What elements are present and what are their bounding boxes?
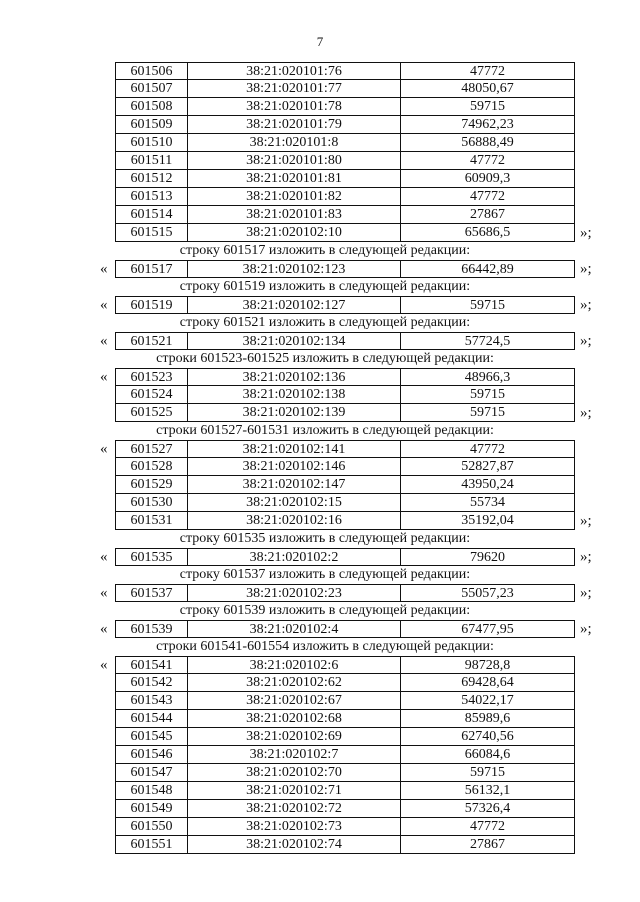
cadastral-number-cell: 38:21:020101:79 — [187, 116, 400, 134]
value-cell: 59715 — [400, 98, 575, 116]
row-number-cell: 601517 — [115, 260, 187, 278]
value-cell: 57326,4 — [400, 800, 575, 818]
value-cell: 43950,24 — [400, 476, 575, 494]
cadastral-number-cell: 38:21:020102:6 — [187, 656, 400, 674]
opening-quote: « — [100, 549, 108, 565]
value-cell: 47772 — [400, 818, 575, 836]
opening-quote: « — [100, 369, 108, 385]
table-row — [0, 512, 640, 530]
row-cells — [115, 80, 575, 98]
table-row — [0, 62, 640, 80]
cadastral-number-cell: 38:21:020102:139 — [187, 404, 400, 422]
table-row — [0, 656, 640, 674]
closing-quote: »; — [580, 333, 592, 349]
value-cell: 67477,95 — [400, 620, 575, 638]
row-cells — [115, 296, 575, 314]
table-row — [0, 674, 640, 692]
table-row — [0, 188, 640, 206]
row-cells — [115, 584, 575, 602]
row-cells — [115, 512, 575, 530]
row-number-cell: 601512 — [115, 170, 187, 188]
value-cell: 66442,89 — [400, 260, 575, 278]
row-cells — [115, 764, 575, 782]
table-row — [0, 728, 640, 746]
row-cells — [115, 440, 575, 458]
value-cell: 57724,5 — [400, 332, 575, 350]
value-cell: 56888,49 — [400, 134, 575, 152]
opening-quote: « — [100, 441, 108, 457]
table-row — [0, 260, 640, 278]
row-number-cell: 601523 — [115, 368, 187, 386]
cadastral-number-cell: 38:21:020102:2 — [187, 548, 400, 566]
closing-quote: »; — [580, 549, 592, 565]
value-cell: 47772 — [400, 62, 575, 80]
value-cell: 59715 — [400, 404, 575, 422]
value-cell: 59715 — [400, 296, 575, 314]
amendment-instruction: строку 601535 изложить в следующей редакции: — [179, 531, 471, 546]
amendment-instruction: строки 601527-601531 изложить в следующей редакции: — [156, 423, 494, 438]
table-row — [0, 98, 640, 116]
document-body — [0, 62, 640, 854]
value-cell: 59715 — [400, 764, 575, 782]
row-cells — [115, 728, 575, 746]
row-number-cell: 601549 — [115, 800, 187, 818]
value-cell: 48966,3 — [400, 368, 575, 386]
row-cells — [115, 134, 575, 152]
table-row — [0, 296, 640, 314]
value-cell: 27867 — [400, 206, 575, 224]
value-cell: 27867 — [400, 836, 575, 854]
value-cell: 98728,8 — [400, 656, 575, 674]
table-row — [0, 800, 640, 818]
amendment-instruction: строку 601537 изложить в следующей редакции: — [179, 567, 471, 582]
value-cell: 85989,6 — [400, 710, 575, 728]
cadastral-number-cell: 38:21:020102:10 — [187, 224, 400, 242]
value-cell: 54022,17 — [400, 692, 575, 710]
row-cells — [115, 260, 575, 278]
row-number-cell: 601525 — [115, 404, 187, 422]
amendment-instruction: строку 601521 изложить в следующей редакции: — [179, 315, 471, 330]
row-cells — [115, 458, 575, 476]
row-number-cell: 601521 — [115, 332, 187, 350]
row-cells — [115, 98, 575, 116]
row-cells — [115, 746, 575, 764]
table-row — [0, 836, 640, 854]
row-number-cell: 601548 — [115, 782, 187, 800]
cadastral-number-cell: 38:21:020102:127 — [187, 296, 400, 314]
table-row — [0, 116, 640, 134]
table-row — [0, 170, 640, 188]
opening-quote: « — [100, 621, 108, 637]
cadastral-number-cell: 38:21:020102:141 — [187, 440, 400, 458]
table-row — [0, 134, 640, 152]
cadastral-number-cell: 38:21:020102:16 — [187, 512, 400, 530]
table-row — [0, 206, 640, 224]
table-row — [0, 476, 640, 494]
row-number-cell: 601514 — [115, 206, 187, 224]
row-cells — [115, 710, 575, 728]
cadastral-number-cell: 38:21:020101:83 — [187, 206, 400, 224]
value-cell: 47772 — [400, 440, 575, 458]
value-cell: 60909,3 — [400, 170, 575, 188]
row-cells — [115, 188, 575, 206]
row-number-cell: 601547 — [115, 764, 187, 782]
cadastral-number-cell: 38:21:020102:146 — [187, 458, 400, 476]
row-cells — [115, 224, 575, 242]
value-cell: 69428,64 — [400, 674, 575, 692]
value-cell: 59715 — [400, 386, 575, 404]
cadastral-number-cell: 38:21:020102:147 — [187, 476, 400, 494]
row-number-cell: 601527 — [115, 440, 187, 458]
cadastral-number-cell: 38:21:020102:69 — [187, 728, 400, 746]
row-number-cell: 601546 — [115, 746, 187, 764]
row-cells — [115, 656, 575, 674]
cadastral-number-cell: 38:21:020102:123 — [187, 260, 400, 278]
table-row — [0, 710, 640, 728]
page-number: 7 — [316, 34, 324, 49]
row-number-cell: 601551 — [115, 836, 187, 854]
row-cells — [115, 836, 575, 854]
amendment-instruction: строки 601541-601554 изложить в следующей редакции: — [156, 639, 494, 654]
value-cell: 74962,23 — [400, 116, 575, 134]
table-row — [0, 818, 640, 836]
amendment-instruction: строку 601539 изложить в следующей редакции: — [179, 603, 471, 618]
row-cells — [115, 62, 575, 80]
value-cell: 79620 — [400, 548, 575, 566]
table-row — [0, 764, 640, 782]
row-cells — [115, 386, 575, 404]
cadastral-number-cell: 38:21:020101:8 — [187, 134, 400, 152]
value-cell: 52827,87 — [400, 458, 575, 476]
row-number-cell: 601544 — [115, 710, 187, 728]
opening-quote: « — [100, 333, 108, 349]
row-cells — [115, 404, 575, 422]
row-number-cell: 601537 — [115, 584, 187, 602]
opening-quote: « — [100, 657, 108, 673]
closing-quote: »; — [580, 225, 592, 241]
value-cell: 55057,23 — [400, 584, 575, 602]
row-number-cell: 601511 — [115, 152, 187, 170]
value-cell: 65686,5 — [400, 224, 575, 242]
row-number-cell: 601531 — [115, 512, 187, 530]
table-row — [0, 332, 640, 350]
row-number-cell: 601543 — [115, 692, 187, 710]
cadastral-number-cell: 38:21:020101:76 — [187, 62, 400, 80]
table-row — [0, 494, 640, 512]
row-cells — [115, 674, 575, 692]
row-number-cell: 601529 — [115, 476, 187, 494]
cadastral-number-cell: 38:21:020102:62 — [187, 674, 400, 692]
row-number-cell: 601506 — [115, 62, 187, 80]
table-row — [0, 440, 640, 458]
row-number-cell: 601508 — [115, 98, 187, 116]
value-cell: 47772 — [400, 188, 575, 206]
row-number-cell: 601510 — [115, 134, 187, 152]
row-cells — [115, 152, 575, 170]
value-cell: 62740,56 — [400, 728, 575, 746]
row-number-cell: 601528 — [115, 458, 187, 476]
closing-quote: »; — [580, 405, 592, 421]
cadastral-number-cell: 38:21:020102:74 — [187, 836, 400, 854]
table-row — [0, 224, 640, 242]
row-number-cell: 601550 — [115, 818, 187, 836]
cadastral-number-cell: 38:21:020101:82 — [187, 188, 400, 206]
row-number-cell: 601524 — [115, 386, 187, 404]
row-number-cell: 601535 — [115, 548, 187, 566]
row-cells — [115, 332, 575, 350]
row-number-cell: 601519 — [115, 296, 187, 314]
row-cells — [115, 476, 575, 494]
row-cells — [115, 368, 575, 386]
row-number-cell: 601541 — [115, 656, 187, 674]
value-cell: 47772 — [400, 152, 575, 170]
cadastral-number-cell: 38:21:020102:73 — [187, 818, 400, 836]
table-row — [0, 692, 640, 710]
row-number-cell: 601513 — [115, 188, 187, 206]
cadastral-number-cell: 38:21:020102:71 — [187, 782, 400, 800]
row-cells — [115, 170, 575, 188]
closing-quote: »; — [580, 261, 592, 277]
table-row — [0, 584, 640, 602]
cadastral-number-cell: 38:21:020102:70 — [187, 764, 400, 782]
row-number-cell: 601515 — [115, 224, 187, 242]
row-cells — [115, 206, 575, 224]
cadastral-number-cell: 38:21:020101:78 — [187, 98, 400, 116]
row-cells — [115, 116, 575, 134]
row-number-cell: 601509 — [115, 116, 187, 134]
cadastral-number-cell: 38:21:020102:72 — [187, 800, 400, 818]
row-cells — [115, 818, 575, 836]
cadastral-number-cell: 38:21:020102:67 — [187, 692, 400, 710]
closing-quote: »; — [580, 513, 592, 529]
value-cell: 35192,04 — [400, 512, 575, 530]
cadastral-number-cell: 38:21:020102:136 — [187, 368, 400, 386]
value-cell: 56132,1 — [400, 782, 575, 800]
table-row — [0, 152, 640, 170]
row-cells — [115, 782, 575, 800]
row-number-cell: 601539 — [115, 620, 187, 638]
closing-quote: »; — [580, 297, 592, 313]
opening-quote: « — [100, 297, 108, 313]
cadastral-number-cell: 38:21:020102:68 — [187, 710, 400, 728]
amendment-instruction: строки 601523-601525 изложить в следующей редакции: — [156, 351, 494, 366]
value-cell: 55734 — [400, 494, 575, 512]
amendment-instruction: строку 601519 изложить в следующей редакции: — [179, 279, 471, 294]
row-number-cell: 601545 — [115, 728, 187, 746]
closing-quote: »; — [580, 621, 592, 637]
table-row — [0, 458, 640, 476]
opening-quote: « — [100, 261, 108, 277]
cadastral-number-cell: 38:21:020102:23 — [187, 584, 400, 602]
value-cell: 66084,6 — [400, 746, 575, 764]
cadastral-number-cell: 38:21:020101:77 — [187, 80, 400, 98]
row-cells — [115, 800, 575, 818]
row-cells — [115, 548, 575, 566]
opening-quote: « — [100, 585, 108, 601]
table-row — [0, 404, 640, 422]
cadastral-number-cell: 38:21:020101:81 — [187, 170, 400, 188]
cadastral-number-cell: 38:21:020101:80 — [187, 152, 400, 170]
table-row — [0, 782, 640, 800]
row-cells — [115, 494, 575, 512]
amendment-instruction: строку 601517 изложить в следующей редакции: — [179, 243, 471, 258]
table-row — [0, 386, 640, 404]
row-number-cell: 601530 — [115, 494, 187, 512]
row-number-cell: 601507 — [115, 80, 187, 98]
cadastral-number-cell: 38:21:020102:134 — [187, 332, 400, 350]
row-cells — [115, 692, 575, 710]
closing-quote: »; — [580, 585, 592, 601]
table-row — [0, 368, 640, 386]
table-row — [0, 80, 640, 98]
value-cell: 48050,67 — [400, 80, 575, 98]
row-cells — [115, 620, 575, 638]
cadastral-number-cell: 38:21:020102:7 — [187, 746, 400, 764]
row-number-cell: 601542 — [115, 674, 187, 692]
table-row — [0, 620, 640, 638]
table-row — [0, 548, 640, 566]
table-row — [0, 746, 640, 764]
cadastral-number-cell: 38:21:020102:15 — [187, 494, 400, 512]
cadastral-number-cell: 38:21:020102:138 — [187, 386, 400, 404]
cadastral-number-cell: 38:21:020102:4 — [187, 620, 400, 638]
